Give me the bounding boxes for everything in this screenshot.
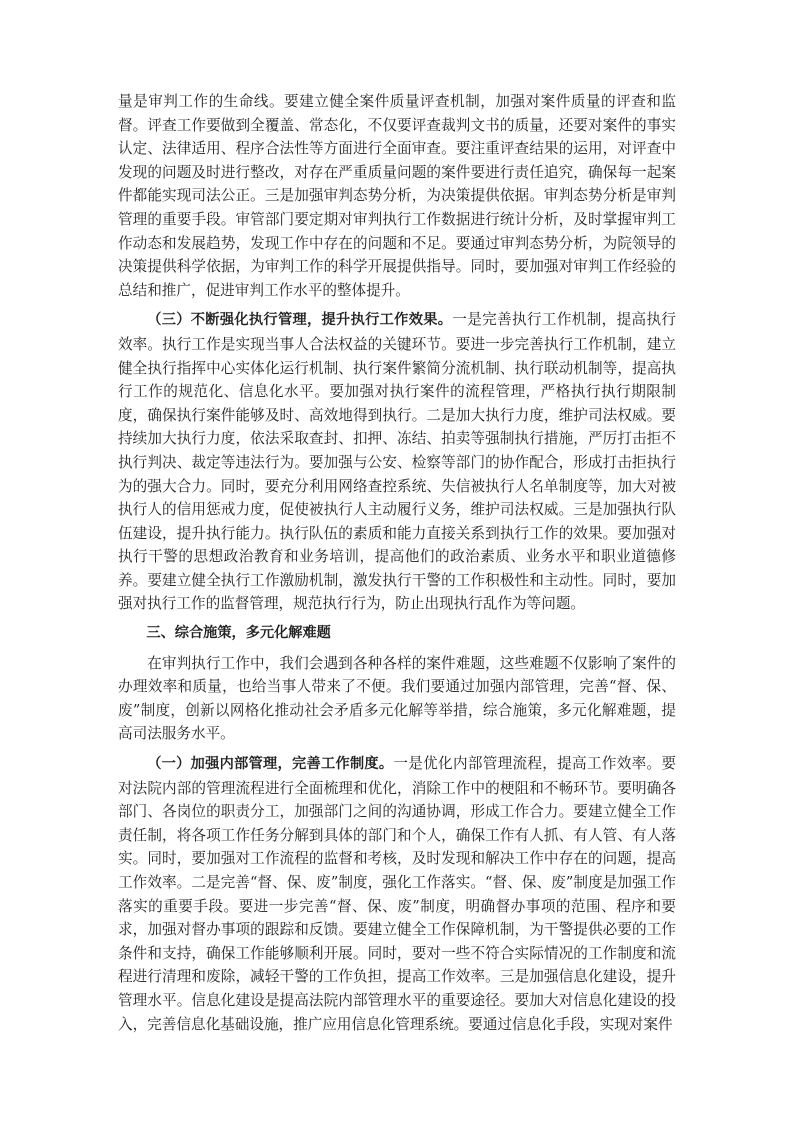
paragraph-4: 在审判执行工作中，我们会遇到各种各样的案件难题，这些难题不仅影响了案件的办理效率和质量，也给当事人带来了不便。我们要通过加强内部管理，完善“督、保、废”制度，创新以网格化推动社会矛盾多元化解等举措，综合施策，多元化解难题，提高司法服务水平。 xyxy=(118,654,676,743)
paragraph-2 xyxy=(118,308,676,616)
paragraph-1: 量是审判工作的生命线。要建立健全案件质量评查机制，加强对案件质量的评查和监督。评查工作要做到全覆盖、常态化，不仅要评查裁判文书的质量，还要对案件的事实认定、法律适用、程序合法性等方面进行全面审查。要注重评查结果的运用，对评查中发现的问题及时进行整改，对存在严重质量问题的案件要进行责任追究，确保每一起案件都能实现司法公正。三是加强审判态势分析，为决策提供依据。审判态势分析是审判管理的重要手段。审管部门要定期对审判执行工作数据进行统计分析，及时掌握审判工作动态和发展趋势，发现工作中存在的问题和不足。要通过审判态势分析，为院领导的决策提供科学依据，为审判工作的科学开展提供指导。同时，要加强对审判工作经验的总结和推广，促进审判工作水平的整体提升。 xyxy=(118,93,676,299)
paragraph-5-body: 一是优化内部管理流程，提高工作效率。要对法院内部的管理流程进行全面梳理和优化，消除工作中的梗阻和不畅环节。要明确各部门、各岗位的职责分工，加强部门之间的沟通协调，形成工作合力。要建立健全工作责任制，将各项工作任务分解到具体的部门和个人，确保工作有人抓、有人管、有人落实。同时，要加强对工作流程的监督和考核，及时发现和解决工作中存在的问题，提高工作效率。二是完善“督、保、废”制度，强化工作落实。“督、保、废”制度是加强工作落实的重要手段。要进一步完善“督、保、废”制度，明确督办事项的范围、程序和要求，加强对督办事项的跟踪和反馈。要建立健全工作保障机制，为干警提供必要的工作条件和支持，确保工作能够顺利开展。同时，要对一些不符合实际情况的工作制度和流程进行清理和废除，减轻干警的工作负担，提高工作效率。三是加强信息化建设，提升管理水平。信息化建设是提高法院内部管理水平的重要途径。要加大对信息化建设的投入，完善信息化基础设施，推广应用信息化管理系统。要通过信息化手段，实现对案件 xyxy=(118,755,676,1033)
paragraph-5 xyxy=(118,752,676,1036)
section-heading-3: （三）不断强化执行管理，提升执行工作效果。 xyxy=(147,312,453,329)
section-heading-1: （一）加强内部管理，完善工作制度。 xyxy=(147,756,394,773)
chapter-heading-3: 三、综合施策，多元化解难题 xyxy=(146,625,331,642)
document-page xyxy=(118,90,676,1042)
paragraph-2-body: 一是完善执行工作机制，提高执行效率。执行工作是实现当事人合法权益的关键环节。要进一步完善执行工作机制，建立健全执行指挥中心实体化运行机制、执行案件繁简分流机制、执行联动机制等，提高执行工作的规范化、信息化水平。要加强对执行案件的流程管理，严格执行执行期限制度，确保执行案件能够及时、高效地得到执行。二是加大执行力度，维护司法权威。要持续加大执行力度，依法采取查封、扣押、冻结、拍卖等强制执行措施，严厉打击拒不执行判决、裁定等违法行为。要加强与公安、检察等部门的协作配合，形成打击拒执行为的强大合力。同时，要充分利用网络查控系统、失信被执行人名单制度等，加大对被执行人的信用惩戒力度，促使被执行人主动履行义务，维护司法权威。三是加强执行队伍建设，提升执行能力。执行队伍的素质和能力直接关系到执行工作的效果。要加强对执行干警的思想政治教育和业务培训，提高他们的政治素质、业务水平和职业道德修养。要建立健全执行工作激励机制，激发执行干警的工作积极性和主动性。同时，要加强对执行工作的监督管理，规范执行行为，防止出现执行乱作为等问题。 xyxy=(118,311,676,613)
